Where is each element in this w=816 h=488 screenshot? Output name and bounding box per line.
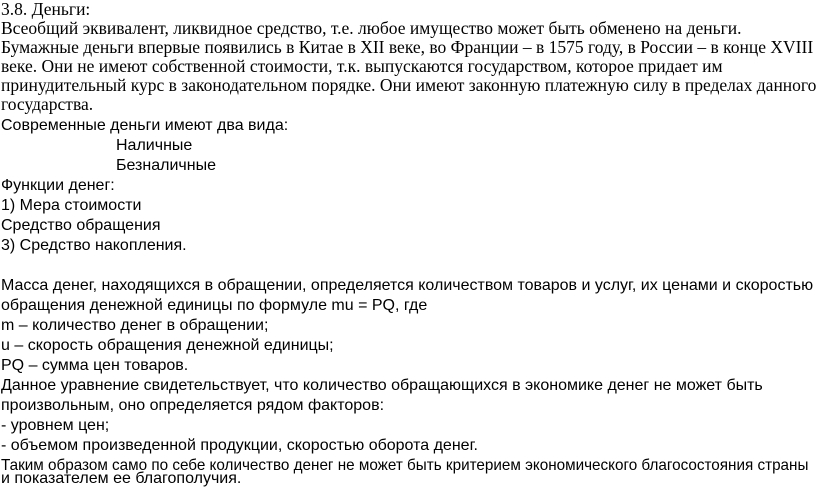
- definition-line: Бумажные деньги впервые появились в Китае в XII веке, во Франции – в 1575 году, в России – в конце XVIII: [1, 37, 814, 57]
- factor-item: - объемом произведенной продукции, скоростью оборота денег.: [1, 437, 478, 454]
- function-item: 1) Мера стоимости: [1, 197, 142, 214]
- function-item: Средство обращения: [1, 217, 161, 234]
- conclusion-line: и показателем ее благополучия.: [1, 470, 242, 487]
- definition-line: государства.: [1, 94, 94, 114]
- variable-definition: u – скорость обращения денежной единицы;: [1, 337, 334, 354]
- variable-definition: PQ – сумма цен товаров.: [1, 357, 189, 374]
- function-item: 3) Средство накопления.: [1, 237, 187, 254]
- conclusion-line: Таким образом само по себе количество денег не может быть критерием экономического благосостояния страны: [1, 457, 809, 474]
- definition-line: Всеобщий эквивалент, ликвидное средство, т.е. любое имущество может быть обменено на деньги.: [1, 18, 742, 38]
- functions-title: Функции денег:: [1, 177, 115, 194]
- type-item-cash: Наличные: [116, 137, 193, 154]
- definition-line: веке. Они не имеют собственной стоимости, т.к. выпускаются государством, которое придает им: [1, 56, 723, 76]
- section-heading: 3.8. Деньги:: [1, 0, 91, 19]
- mass-paragraph-line: Масса денег, находящихся в обращении, определяется количеством товаров и услуг, их ценами и скоростью: [1, 277, 814, 294]
- definition-line: принудительный курс в законодательном порядке. Они имеют законную платежную силу в пределах данного: [1, 75, 816, 95]
- types-intro: Современные деньги имеют два вида:: [1, 117, 289, 134]
- equation-note-line: Данное уравнение свидетельствует, что количество обращающихся в экономике денег не может быть: [1, 377, 763, 394]
- variable-definition: m – количество денег в обращении;: [1, 317, 269, 334]
- mass-paragraph-line: обращения денежной единицы по формуле mu = PQ, где: [1, 297, 428, 314]
- factor-item: - уровнем цен;: [1, 417, 110, 434]
- type-item-noncash: Безналичные: [116, 157, 216, 174]
- equation-note-line: произвольным, оно определяется рядом факторов:: [1, 397, 385, 414]
